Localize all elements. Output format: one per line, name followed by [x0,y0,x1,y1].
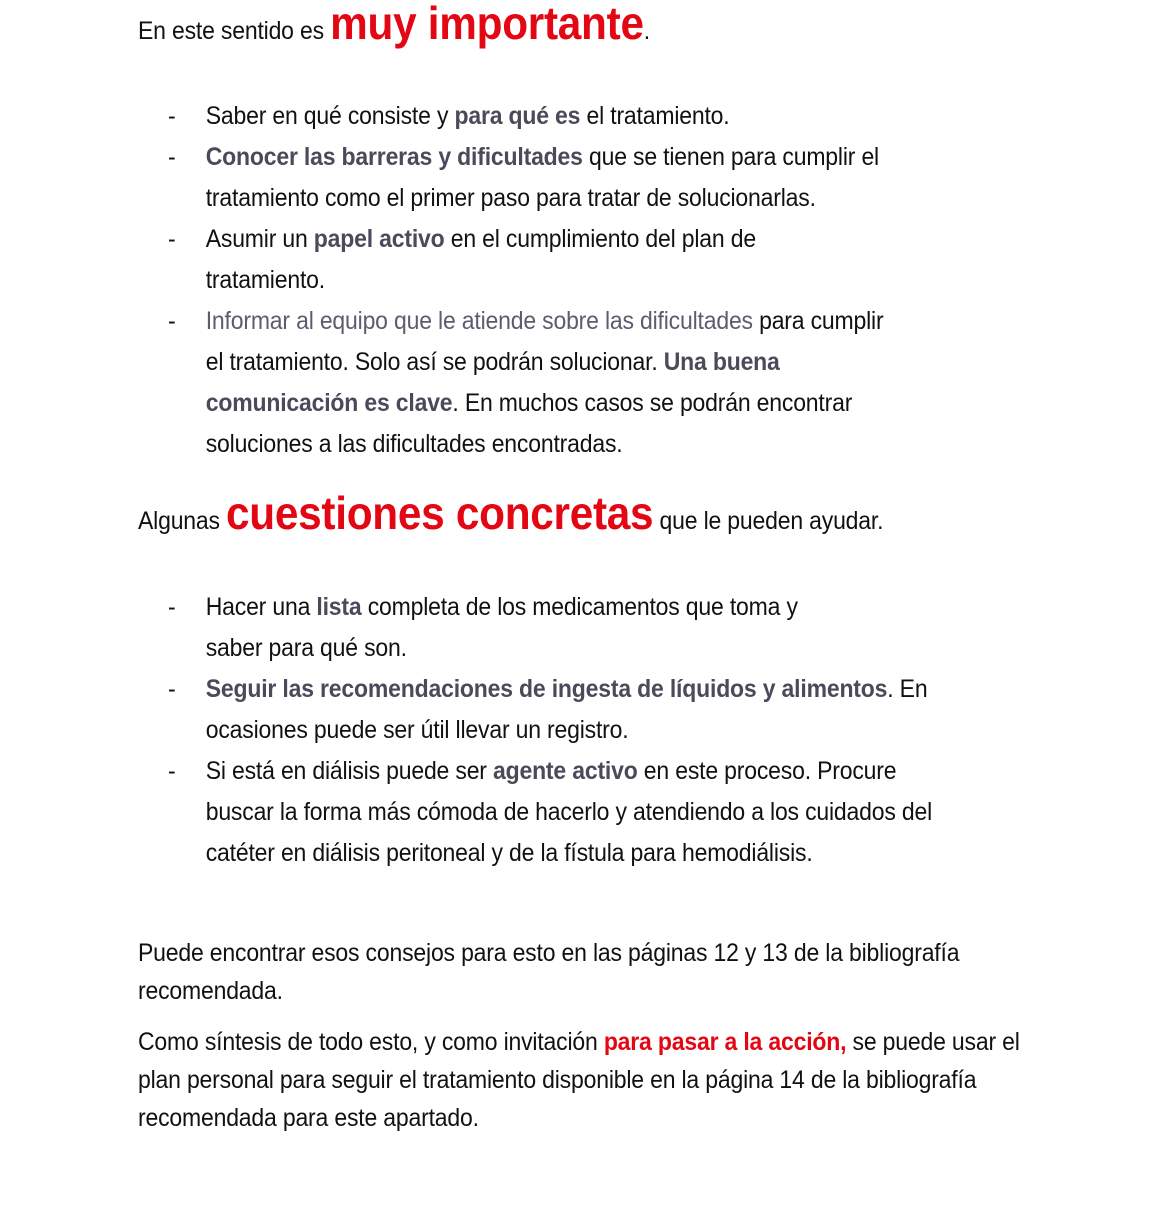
list-item [168,751,1014,874]
text: . En muchos casos se podrán encontrar soluciones a las dificultades encontradas. [205,389,853,458]
emphasis-cuestiones-concretas: cuestiones concretas [226,487,654,539]
text: en el cumplimiento del plan de tratamiento. [205,225,756,294]
text: en este proceso. Procure buscar la forma más cómoda de hacerlo y atendiendo a los cuidados del catéter en diálisis peritoneal y de la fístula para hemodiálisis. [205,757,933,867]
text: Asumir un [205,225,314,253]
list-item [168,301,1014,465]
list-item [168,96,1014,137]
intro-paragraph-2 [138,487,966,540]
highlight: papel activo [313,225,445,253]
list-cuestiones [168,587,1014,874]
list-item [168,587,1014,669]
list-item [168,669,1014,751]
emphasis-muy-importante: muy importante [330,0,644,49]
highlight: Una buena comunicación es clave [205,348,780,417]
text: para cumplir el tratamiento. Solo así se podrán solucionar. [205,307,884,376]
intro-paragraph-1 [138,0,966,50]
dash-bullet: - [168,675,176,703]
intro-suffix: que le pueden ayudar. [653,507,884,535]
text: completa de los medicamentos que toma y saber para qué son. [205,593,798,662]
dash-bullet: - [168,307,176,335]
dash-bullet: - [168,225,176,253]
dash-bullet: - [168,102,176,130]
highlight: agente activo [492,757,638,785]
list-item [168,137,1014,219]
closing-paragraph-2 [138,1023,1021,1137]
text: el tratamiento. [580,102,730,130]
intro-text: Algunas [138,507,227,535]
intro-text: En este sentido es [138,17,331,45]
dash-bullet: - [168,143,176,171]
list-importante [168,96,1014,465]
dash-bullet: - [168,757,176,785]
text: Saber en qué consiste y [205,102,455,130]
soft-highlight: Informar al equipo que le atiende sobre las dificultades [205,307,753,335]
highlight: Seguir las recomendaciones de ingesta de líquidos y alimentos [205,675,888,703]
highlight: para qué es [454,102,581,130]
text: se puede usar el plan personal para seguir el tratamiento disponible en la página 14 de la bibliografía recomendada para este apartado. [138,1028,1020,1132]
intro-suffix: . [643,17,650,45]
text: Hacer una [205,593,317,621]
highlight: Conocer las barreras y dificultades [205,143,583,171]
closing-paragraph-1: Puede encontrar esos consejos para esto en las páginas 12 y 13 de la bibliografía recomendada. [138,939,960,1005]
text: que se tienen para cumplir el tratamiento como el primer paso para tratar de solucionarlas. [205,143,879,212]
text: Como síntesis de todo esto, y como invitación [138,1028,604,1056]
highlight: lista [316,593,362,621]
emphasis-para-pasar-a-la-accion: para pasar a la acción, [603,1028,847,1056]
text: . En ocasiones puede ser útil llevar un registro. [205,675,928,744]
text: Si está en diálisis puede ser [205,757,493,785]
dash-bullet: - [168,593,176,621]
list-item [168,219,1014,301]
